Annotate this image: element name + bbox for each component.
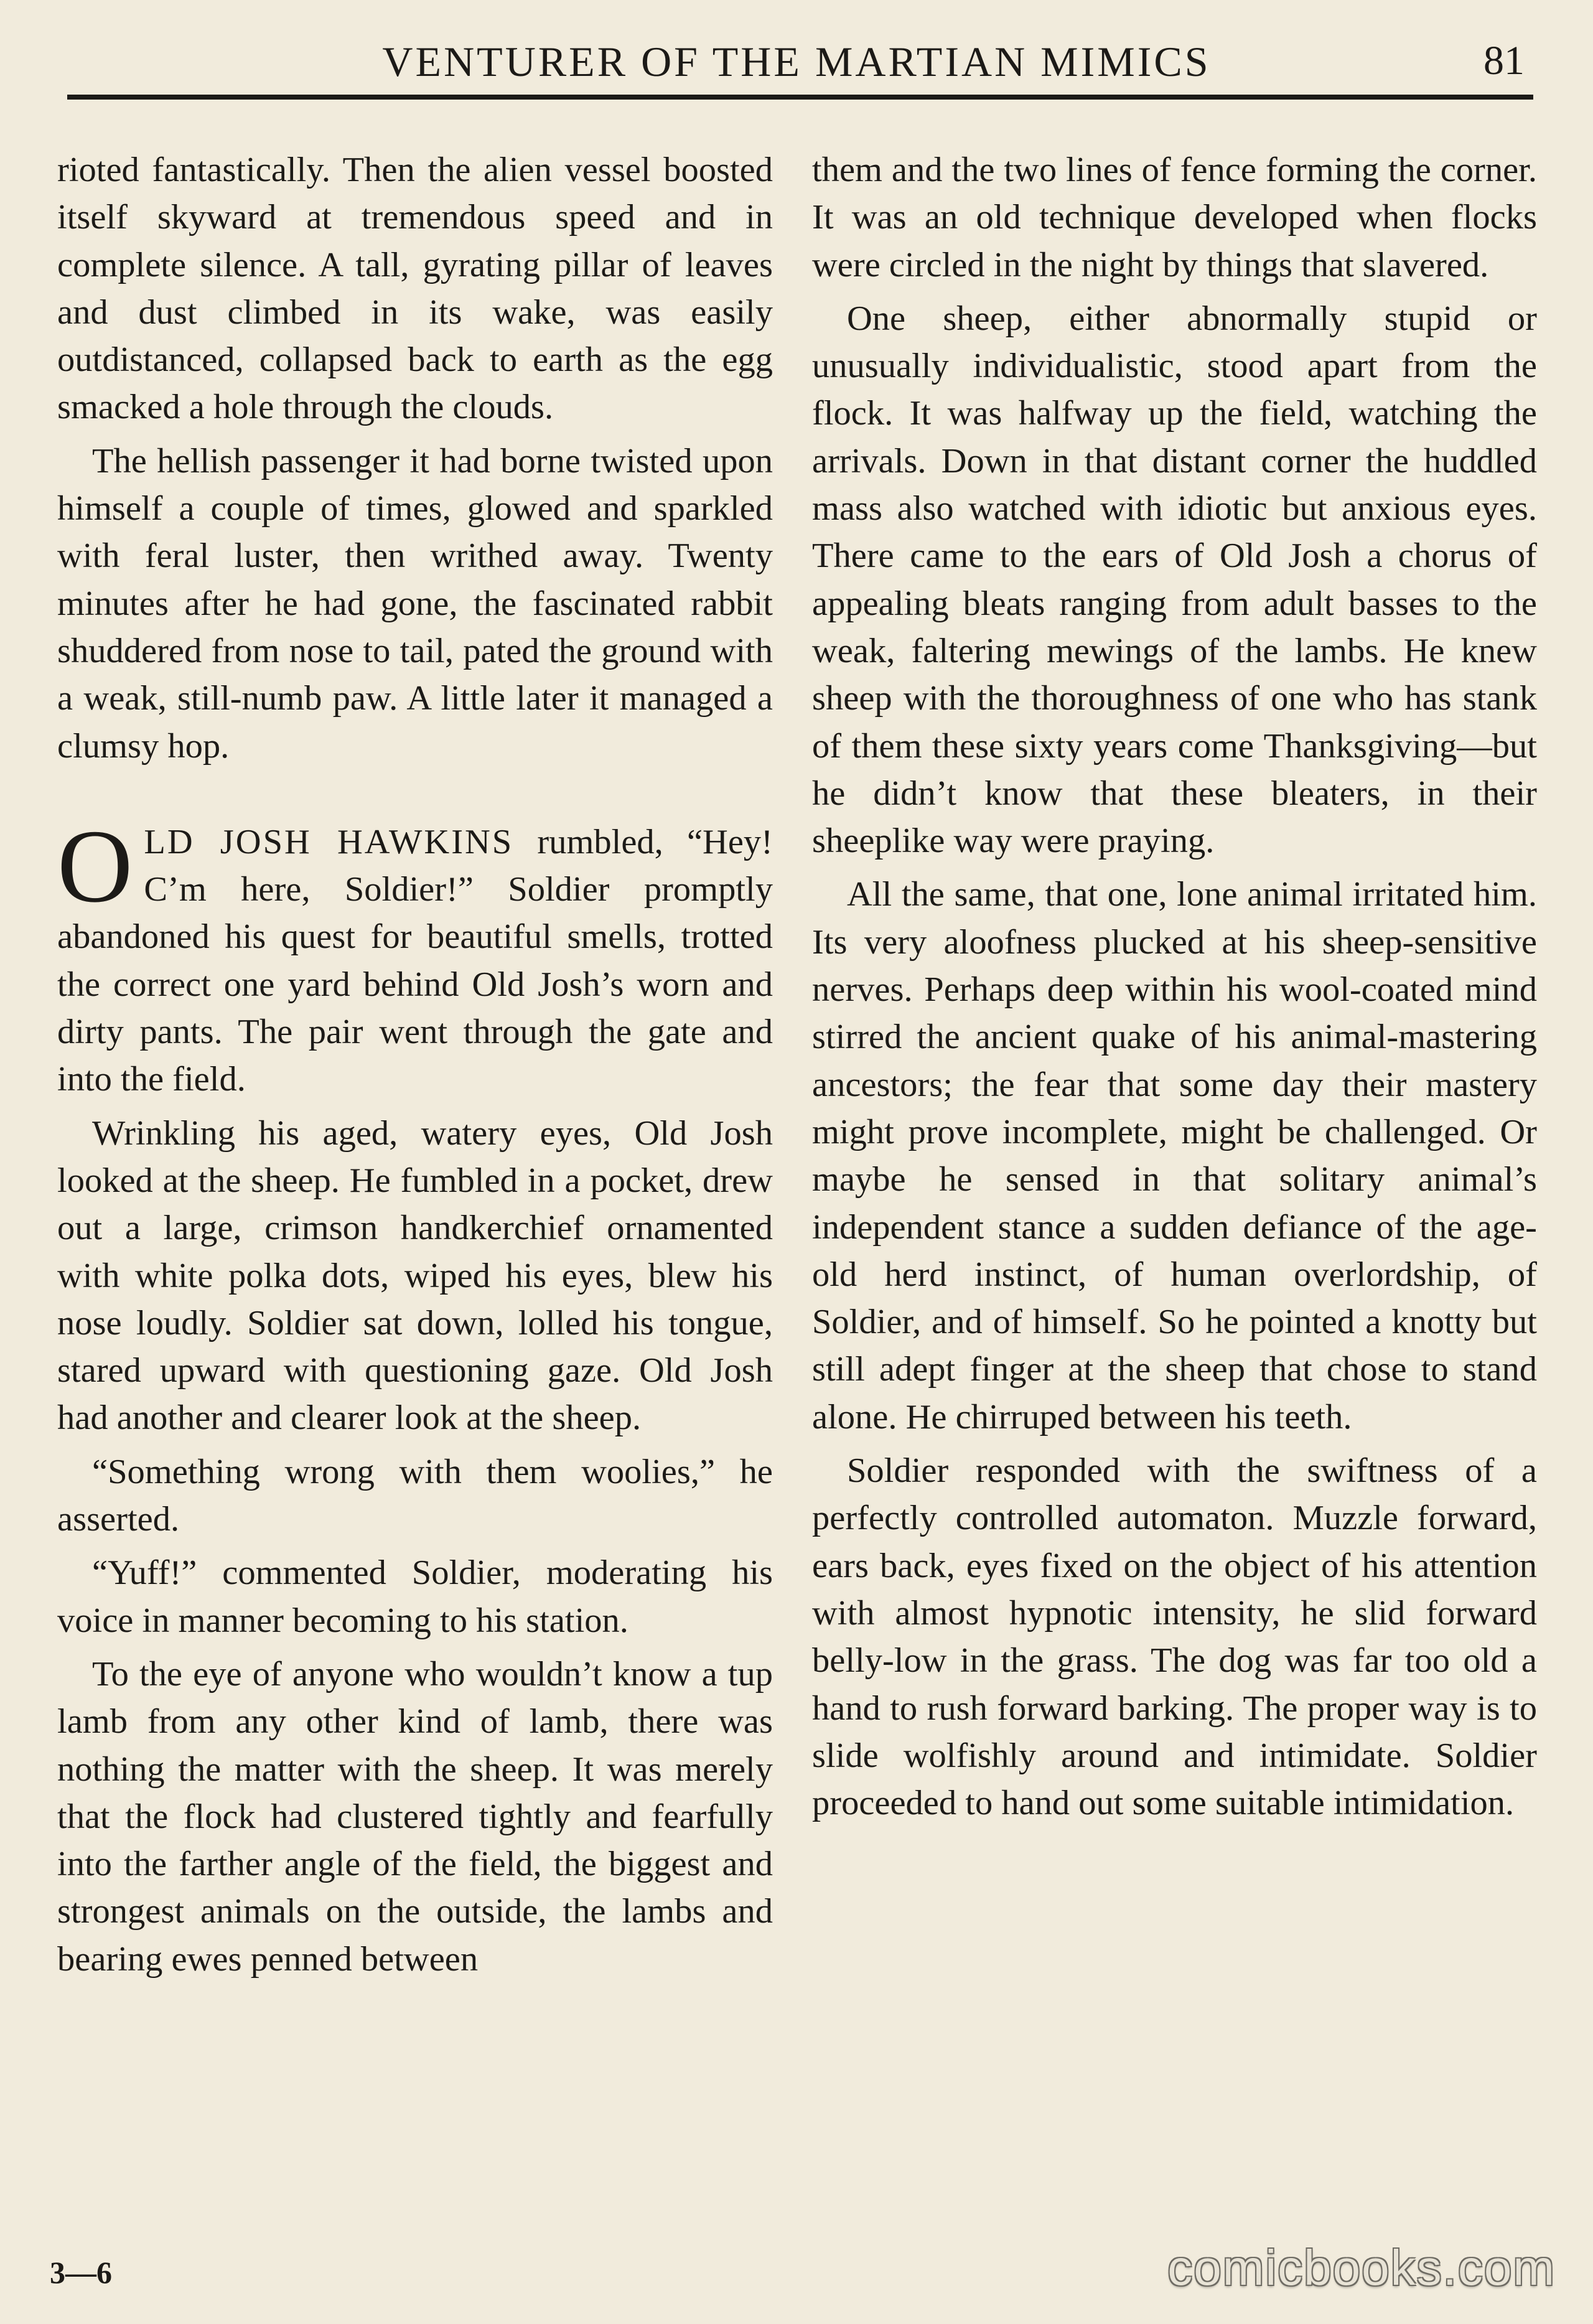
small-caps-lead: LD JOSH HAWKINS — [144, 822, 514, 861]
paragraph: One sheep, either abnormally stupid or unusually individualistic, stood apart from the flock. It was halfway up the field, watching the arrivals. Down in that distant corner the huddled mass also watched with idiotic but anxious eyes. There came to the ears of Old Josh a chorus of appealing bleats ranging from adult basses to the weak, faltering mewings of the lambs. He knew sheep with the thoroughness of one who has stank of them these sixty years come Thanksgiving—but he didn’t know that these bleaters, in their sheeplike way were praying. — [812, 299, 1537, 861]
paragraph: “Yuff!” commented Soldier, moderating his voice in manner becoming to his station. — [57, 1553, 773, 1640]
paragraph: them and the two lines of fence forming the corner. It was an old technique developed when flocks were circled in the night by things that slavered. — [812, 151, 1537, 284]
page-number: 81 — [1483, 38, 1525, 83]
running-title: VENTURER OF THE MARTIAN MIMICS — [382, 38, 1211, 85]
watermark: comicbooks.com — [1167, 2240, 1556, 2295]
paragraph: The hellish passenger it had borne twisted upon himself a couple of times, glowed and sparkled with feral luster, then writhed away. Twenty minutes after he had gone, the fascinated rabbit shuddered from nose to tail, pated the ground with a weak, still-numb paw. A little later it managed a clumsy hop. — [57, 441, 773, 766]
paragraph: To the eye of anyone who wouldn’t know a tup lamb from any other kind of lamb, there was nothing the matter with the sheep. It was merely that the flock had clustered tightly and fearfully into the farther angle of the field, the biggest and strongest animals on the outside, the lambs and bearing ewes penned between — [57, 1654, 773, 1979]
left-column — [57, 146, 773, 1983]
paragraph: “Something wrong with them woolies,” he asserted. — [57, 1452, 773, 1539]
header-rule — [67, 95, 1533, 100]
paragraph: rioted fantastically. Then the alien vessel boosted itself skyward at tremendous speed and in complete silence. A tall, gyrating pillar of leaves and dust climbed in its wake, was easily outdistanced, collapsed back to earth as the egg smacked a hole through the clouds. — [57, 151, 773, 427]
paragraph: Soldier responded with the swiftness of a perfectly controlled automaton. Muzzle forward, ears back, eyes fixed on the object of his attention with almost hypnotic intensity, he slid forward belly-low in the grass. The dog was far too old a hand to rush forward barking. The proper way is to slide wolfishly around and intimidate. Soldier proceeded to hand out some suitable intimidation. — [812, 1451, 1537, 1823]
section-start-paragraph — [57, 808, 773, 1103]
right-column — [812, 146, 1537, 1827]
paragraph: Wrinkling his aged, watery eyes, Old Josh looked at the sheep. He fumbled in a pocket, drew out a large, crimson handkerchief ornamented with white polka dots, wiped his eyes, blew his nose loudly. Soldier sat down, lolled his tongue, stared upward with questioning gaze. Old Josh had another and clearer look at the sheep. — [57, 1113, 773, 1438]
signature-mark: 3—6 — [50, 2255, 112, 2290]
paragraph: All the same, that one, lone animal irritated him. Its very aloofness plucked at his sheep-sensitive nerves. Perhaps deep within his wool-coated mind stirred the ancient quake of his animal-mastering ancestors; the fear that some day their mastery might prove incomplete, might be challenged. Or maybe he sensed in that solitary animal’s independent stance a sudden defiance of the age-old herd instinct, of human overlordship, of Soldier, and of himself. So he pointed a knotty but still adept finger at the sheep that chose to stand alone. He chirruped between his teeth. — [812, 875, 1537, 1436]
paragraph-text: rumbled, “Hey! C’m here, Soldier!” Soldier promptly abandoned his quest for beautiful smells, trotted the correct one yard behind Old Josh’s worn and dirty pants. The pair went through the gate and into the field. — [57, 822, 773, 1099]
running-head — [62, 32, 1531, 95]
drop-cap: O — [57, 808, 133, 924]
